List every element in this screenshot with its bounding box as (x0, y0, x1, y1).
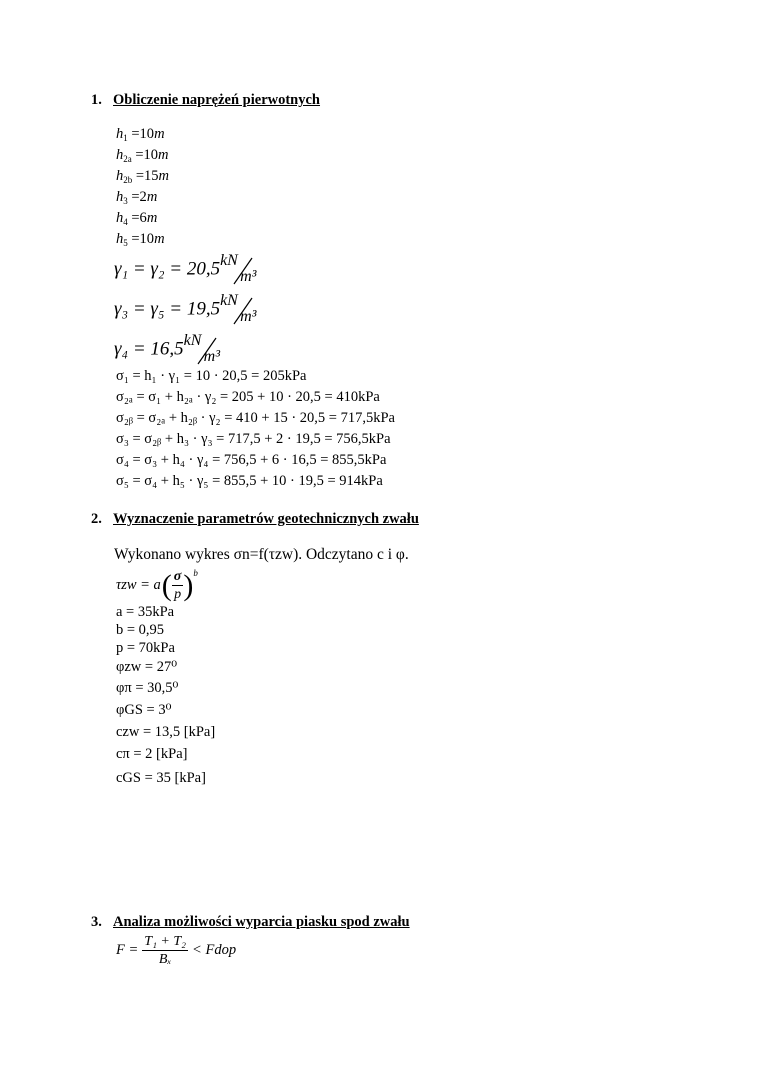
gamma-lhs: γ₁ = γ₂ = 20,5 (114, 258, 221, 280)
paren-right: ) (183, 568, 194, 602)
height-value: =2 (127, 189, 147, 205)
height-h4 (116, 210, 157, 227)
unit-kn-per-m3: kN m³ (220, 292, 257, 325)
height-symbol: h (116, 231, 124, 247)
param-c-zw: czw = 13,5 [kPa] (116, 724, 216, 740)
height-unit: m (154, 231, 165, 247)
gamma-row-2 (114, 294, 266, 328)
param-phi-gs: φGS = 3⁰ (116, 702, 172, 718)
height-symbol: h (116, 210, 124, 226)
height-h2b (116, 168, 169, 185)
height-symbol: h (116, 126, 124, 142)
tau-formula (116, 568, 198, 603)
stability-rhs: < Fdop (192, 942, 237, 958)
section-2-heading: 2. Wyznaczenie parametrów geotechnicznych zwału (91, 511, 419, 527)
height-subscript: 5 (123, 238, 128, 248)
height-h1 (116, 126, 165, 143)
gamma-lhs: γ₃ = γ₅ = 19,5 (114, 298, 221, 320)
tau-exponent: b (193, 568, 198, 578)
tau-formula-lhs: τzw = a (116, 577, 161, 593)
height-unit: m (154, 126, 165, 142)
param-p: p = 70kPa (116, 640, 175, 656)
height-value: =10 (127, 126, 155, 142)
height-symbol: h (116, 189, 124, 205)
height-h3 (116, 189, 157, 206)
sigma-5: σ₅ = σ₄ + h₅ · γ₅ = 855,5 + 10 · 19,5 = 914kPa (116, 473, 383, 489)
sigma-1: σ₁ = h₁ · γ₁ = 10 · 20,5 = 205kPa (116, 368, 307, 384)
sigma-4: σ₄ = σ₃ + h₄ · γ₄ = 756,5 + 6 · 16,5 = 855,5kPa (116, 452, 387, 468)
height-subscript: 3 (123, 196, 128, 206)
gamma-row-3 (114, 334, 230, 368)
height-value: =6 (127, 210, 147, 226)
param-phi-pi: φπ = 30,5⁰ (116, 680, 179, 696)
height-h5 (116, 231, 165, 248)
stability-fraction: $\frac{\text{T₁ + T₂}}{\text{Bₓ}}$ (144, 934, 187, 967)
param-c-pi: cπ = 2 [kPa] (116, 746, 188, 762)
sigma-3: σ₃ = σ₂ᵦ + h₃ · γ₃ = 717,5 + 2 · 19,5 = 756,5kPa (116, 431, 391, 447)
height-symbol: h (116, 168, 124, 184)
height-value: =10 (131, 147, 159, 163)
stability-lhs: F = (116, 942, 139, 958)
unit-kn-per-m3: kN m³ (220, 252, 257, 285)
sigma-2a: σ₂ₐ = σ₁ + h₂ₐ · γ₂ = 205 + 10 · 20,5 = 410kPa (116, 389, 380, 405)
height-value: =10 (127, 231, 155, 247)
height-unit: m (146, 189, 158, 205)
height-unit: m (146, 210, 158, 226)
section-1-heading: 1. Obliczenie naprężeń pierwotnych (91, 92, 321, 108)
param-a: a = 35kPa (116, 604, 175, 620)
section-3-heading: 3. Analiza możliwości wyparcia piasku spod zwału (91, 914, 410, 930)
height-unit: m (158, 168, 170, 184)
param-b: b = 0,95 (116, 622, 165, 638)
height-h2a (116, 147, 169, 164)
section-2-intro: Wykonano wykres σn=f(τzw). Odczytano c i φ. (114, 546, 409, 563)
height-symbol: h (116, 147, 124, 163)
paren-left: ( (161, 568, 172, 602)
height-subscript: 2b (123, 175, 133, 185)
param-c-gs: cGS = 35 [kPa] (116, 770, 206, 786)
unit-kn-per-m3: kN m³ (183, 332, 221, 365)
tau-fraction: $\frac{\sigma}{p}$ (173, 569, 182, 602)
height-unit: m (158, 147, 169, 163)
gamma-row-1 (114, 254, 266, 288)
height-subscript: 4 (123, 217, 128, 227)
height-subscript: 1 (123, 133, 128, 143)
param-phi-zw: φzw = 27⁰ (116, 659, 178, 675)
gamma-lhs: γ₄ = 16,5 (114, 338, 184, 360)
stability-formula (116, 933, 236, 968)
sigma-2b: σ₂ᵦ = σ₂ₐ + h₂ᵦ · γ₂ = 410 + 15 · 20,5 = 717,5kPa (116, 410, 395, 426)
height-subscript: 2a (123, 154, 132, 164)
height-value: =15 (132, 168, 159, 184)
